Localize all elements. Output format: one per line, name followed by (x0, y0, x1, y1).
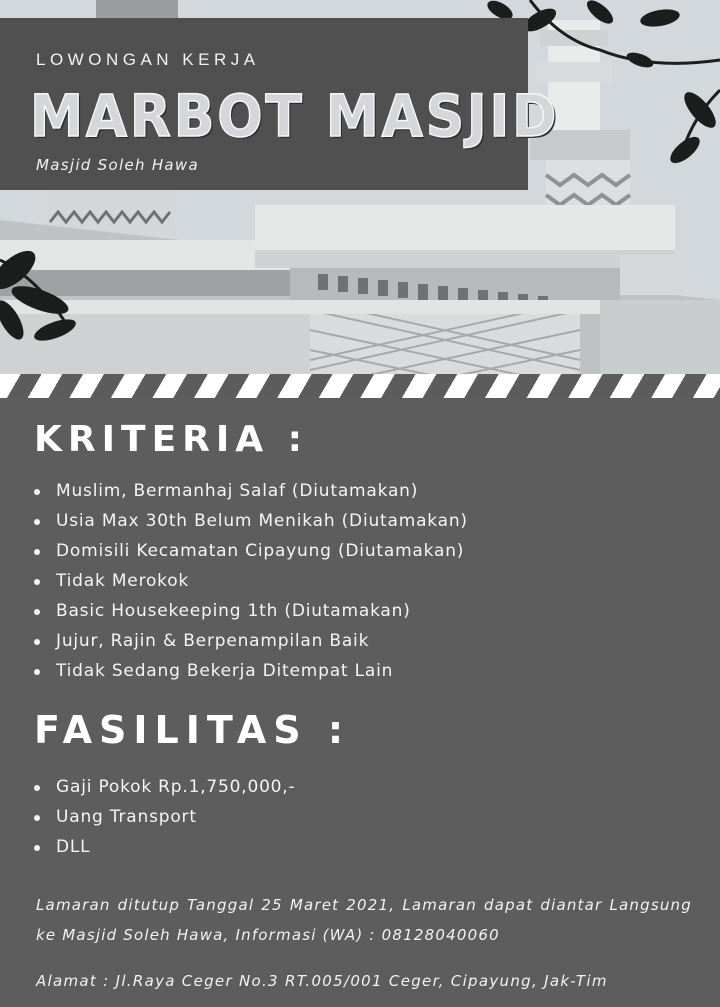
list-item: Basic Housekeeping 1th (Diutamakan) (34, 596, 468, 626)
application-note: Lamaran ditutup Tanggal 25 Maret 2021, Lamaran dapat diantar Langsung ke Masjid Soleh Hawa, Informasi (WA) : 08128040060 (36, 896, 692, 944)
list-item: Tidak Merokok (34, 566, 468, 596)
list-item: Muslim, Bermanhaj Salaf (Diutamakan) (34, 476, 468, 506)
fasilitas-heading: FASILITAS : (34, 708, 351, 752)
mosque-name-subtitle: Masjid Soleh Hawa (36, 156, 199, 174)
list-item: DLL (34, 832, 295, 862)
kriteria-list (34, 476, 468, 686)
list-item: Usia Max 30th Belum Menikah (Diutamakan) (34, 506, 468, 536)
fasilitas-list (34, 772, 295, 862)
address-text: Alamat : Jl.Raya Ceger No.3 RT.005/001 Ceger, Cipayung, Jak-Tim (36, 972, 608, 990)
list-item: Tidak Sedang Bekerja Ditempat Lain (34, 656, 468, 686)
job-overline: LOWONGAN KERJA (36, 50, 260, 69)
kriteria-heading: KRITERIA : (34, 419, 309, 460)
list-item: Jujur, Rajin & Berpenampilan Baik (34, 626, 468, 656)
stripe-divider (0, 374, 720, 398)
list-item: Domisili Kecamatan Cipayung (Diutamakan) (34, 536, 468, 566)
list-item: Uang Transport (34, 802, 295, 832)
page-title: MARBOT MASJID (30, 82, 560, 150)
list-item: Gaji Pokok Rp.1,750,000,- (34, 772, 295, 802)
